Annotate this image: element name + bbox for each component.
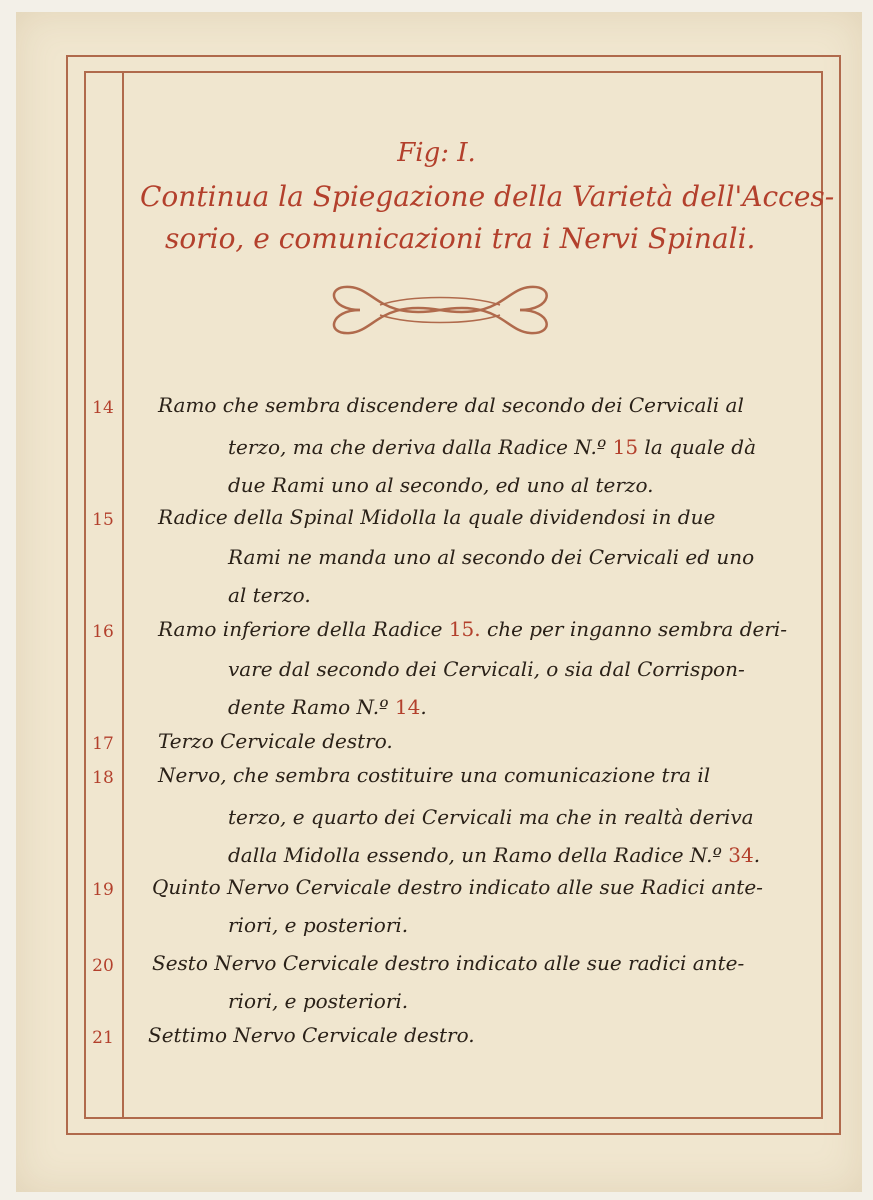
entry-text-line: vare dal secondo dei Cervicali, o sia dal Corrispon- bbox=[228, 657, 745, 681]
reference-number: 15 bbox=[612, 435, 639, 459]
text-segment: la quale dà bbox=[638, 435, 757, 459]
entry-text-line bbox=[228, 843, 760, 867]
entry-text-line: Ramo che sembra discendere dal secondo dei Cervicali al bbox=[158, 393, 744, 417]
figure-label: Fig: I. bbox=[397, 138, 476, 168]
title-line-1: Continua la Spiegazione della Varietà dell'Acces- bbox=[140, 180, 835, 213]
entry-text-line: Radice della Spinal Midolla la quale dividendosi in due bbox=[158, 505, 716, 529]
entry-text-line: Nervo, che sembra costituire una comunicazione tra il bbox=[158, 763, 711, 787]
entry-number: 15 bbox=[92, 510, 114, 530]
text-segment: . bbox=[420, 695, 427, 719]
entry-text-line: Settimo Nervo Cervicale destro. bbox=[148, 1023, 475, 1047]
entry-text-line: riori, e posteriori. bbox=[228, 989, 409, 1013]
margin-rule bbox=[122, 71, 124, 1119]
entry-number: 18 bbox=[92, 768, 114, 788]
entry-text-line bbox=[228, 695, 427, 719]
text-segment: . bbox=[753, 843, 761, 867]
entry-text-line: Terzo Cervicale destro. bbox=[158, 729, 393, 753]
reference-number: 15. bbox=[448, 617, 481, 641]
entry-text-line: Sesto Nervo Cervicale destro indicato alle sue radici ante- bbox=[152, 951, 745, 975]
entry-text-line: al terzo. bbox=[228, 583, 311, 607]
text-segment: Ramo inferiore della Radice bbox=[158, 617, 449, 641]
reference-number: 14 bbox=[394, 695, 421, 719]
entry-text-line: due Rami uno al secondo, ed uno al terzo. bbox=[228, 473, 654, 497]
entry-text-line: riori, e posteriori. bbox=[228, 913, 409, 937]
entry-number: 21 bbox=[92, 1028, 114, 1048]
text-segment: dente Ramo N.º bbox=[228, 695, 395, 719]
entry-number: 20 bbox=[92, 956, 114, 976]
text-segment: terzo, ma che deriva dalla Radice N.º bbox=[228, 435, 613, 459]
entry-number: 19 bbox=[92, 880, 114, 900]
title-line-2: sorio, e comunicazioni tra i Nervi Spinali. bbox=[165, 222, 756, 255]
text-segment: che per inganno sembra deri- bbox=[480, 617, 788, 641]
entry-text-line bbox=[158, 617, 787, 641]
entry-text-line bbox=[228, 435, 756, 459]
entry-number: 17 bbox=[92, 734, 114, 754]
entry-number: 14 bbox=[92, 398, 114, 418]
text-segment: dalla Midolla essendo, un Ramo della Radice N.º bbox=[228, 843, 729, 867]
entry-text-line: Quinto Nervo Cervicale destro indicato alle sue Radici ante- bbox=[152, 875, 763, 899]
entry-number: 16 bbox=[92, 622, 114, 642]
entry-text-line: Rami ne manda uno al secondo dei Cervicali ed uno bbox=[228, 545, 755, 569]
reference-number: 34 bbox=[728, 843, 754, 867]
decorative-flourish bbox=[320, 275, 560, 345]
entry-text-line: terzo, e quarto dei Cervicali ma che in realtà deriva bbox=[228, 805, 754, 829]
